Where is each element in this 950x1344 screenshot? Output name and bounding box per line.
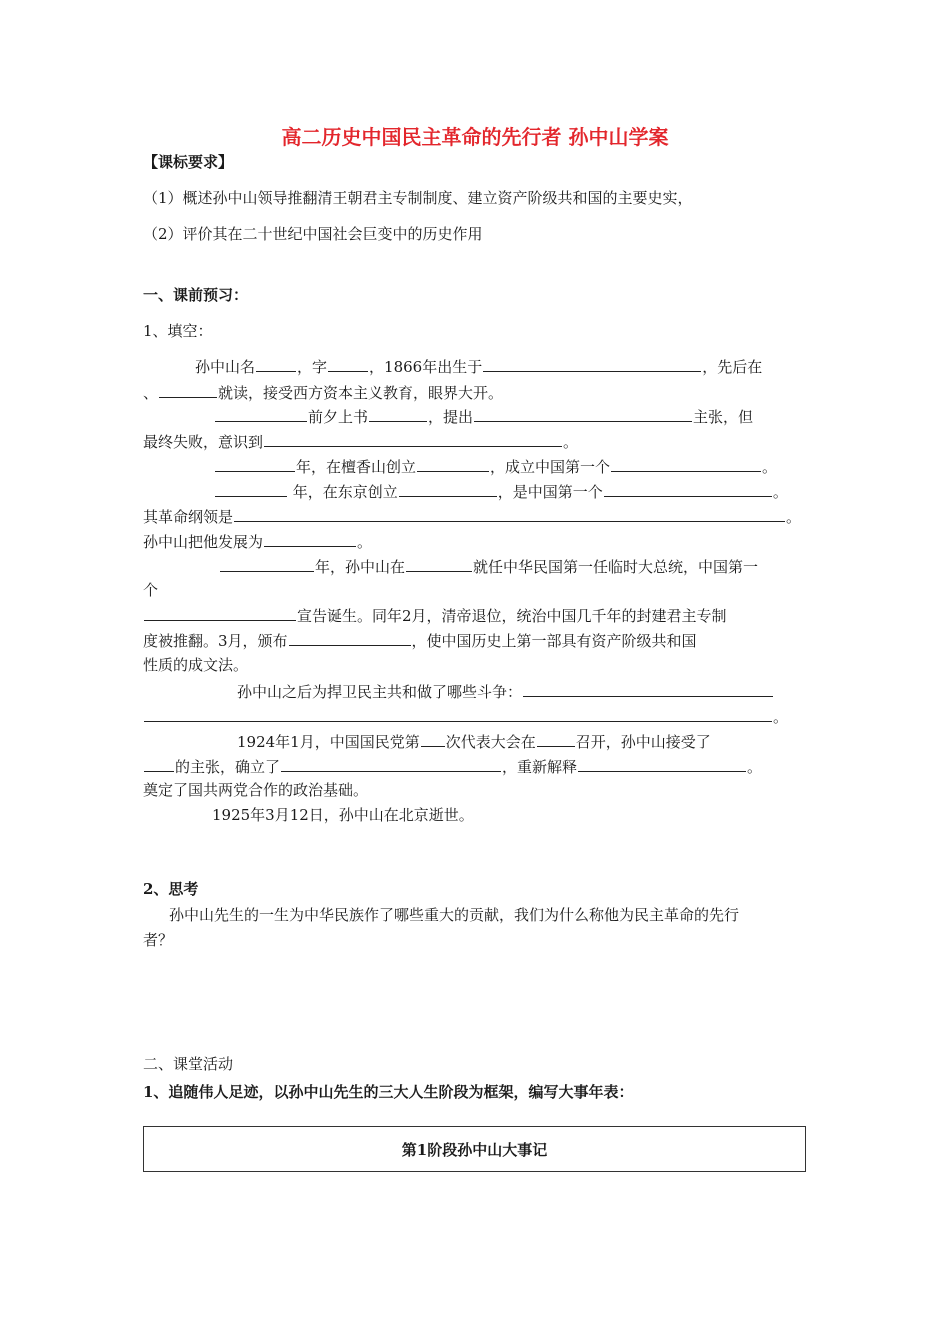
fill-line-3 [214, 406, 753, 427]
activity-task: 1、追随伟人足迹，以孙中山先生的三大人生阶段为框架，编写大事年表： [143, 1083, 634, 1101]
fill-line-8 [143, 531, 372, 552]
text-segment: 年，在东京创立 [292, 483, 398, 501]
blank-year[interactable] [220, 556, 314, 572]
text-segment: 前夕上书 [308, 408, 369, 426]
requirements-heading: 【课标要求】 [143, 153, 234, 171]
blank-proposal[interactable] [474, 406, 692, 422]
fill-line-2 [143, 382, 503, 403]
page-title: 高二历史中国民主革命的先行者 孙中山学案 [281, 125, 669, 149]
text-segment: 孙中山名 [195, 358, 256, 376]
preview-heading: 一、课前预习： [143, 286, 249, 304]
text-segment: 、 [143, 384, 159, 402]
text-segment: 。 [747, 758, 763, 776]
fill-line-9 [219, 556, 758, 577]
text-segment: 。 [357, 533, 373, 551]
text-segment: 召开，孙中山接受了 [575, 733, 711, 751]
blank-party[interactable] [144, 756, 174, 772]
text-segment: ，成立中国第一个 [490, 458, 611, 476]
blank-given-name[interactable] [256, 356, 296, 372]
text-segment: 年，孙中山在 [315, 558, 406, 576]
text-segment: 就读，接受西方资本主义教育，眼界大开。 [218, 384, 504, 402]
blank-doctrine[interactable] [264, 531, 356, 547]
text-segment: 。 [772, 483, 788, 501]
text-segment: 最终失败，意识到 [143, 433, 264, 451]
text-segment: ，是中国第一个 [497, 483, 603, 501]
text-segment: ，提出 [428, 408, 474, 426]
timeline-stage-box [143, 1126, 806, 1172]
blank-birthplace[interactable] [483, 356, 701, 372]
text-segment: 其革命纲领是 [143, 508, 234, 526]
blank-realization[interactable] [264, 431, 562, 447]
blank-year[interactable] [215, 456, 295, 472]
blank-organization[interactable] [399, 481, 497, 497]
blank-struggles-continued[interactable] [144, 706, 772, 722]
fill-line-12 [143, 630, 697, 651]
blank-republic[interactable] [144, 605, 296, 621]
blank-recipient[interactable] [369, 406, 427, 422]
blank-school[interactable] [159, 382, 217, 398]
text-segment: 。 [762, 458, 778, 476]
activity-heading: 二、课堂活动 [143, 1055, 234, 1073]
text-segment: 次代表大会在 [445, 733, 536, 751]
blank-congress-number[interactable] [421, 731, 445, 747]
text-segment: ，1866年出生于 [369, 358, 483, 376]
text-segment: 1924年1月，中国国民党第 [237, 733, 420, 751]
blank-first-group[interactable] [611, 456, 761, 472]
fill-line-13: 性质的成文法。 [143, 656, 249, 674]
blank-first-party[interactable] [604, 481, 772, 497]
blank-year[interactable] [215, 481, 287, 497]
blank-program[interactable] [234, 506, 785, 522]
fill-line-10: 个 [143, 581, 159, 599]
text-segment: 就任中华民国第一任临时大总统，中国第一 [473, 558, 759, 576]
fill-line-5 [214, 456, 777, 477]
fill-line-6 [214, 481, 788, 502]
blank-city[interactable] [406, 556, 472, 572]
fill-line-7 [143, 506, 801, 527]
text-segment: 。 [563, 433, 579, 451]
fill-line-11 [143, 605, 727, 626]
text-segment: 主张，但 [693, 408, 754, 426]
fill-line-14 [237, 681, 774, 702]
fill-heading: 1、填空： [143, 322, 213, 340]
fill-line-17 [143, 756, 762, 777]
text-segment: 。 [773, 708, 789, 726]
think-question-line-1: 孙中山先生的一生为中华民族作了哪些重大的贡献，我们为什么称他为民主革命的先行 [169, 906, 740, 924]
text-segment: 度被推翻。3月，颁布 [143, 632, 288, 650]
think-question-line-2: 者？ [143, 931, 174, 949]
blank-venue[interactable] [537, 731, 575, 747]
think-heading: 2、思考 [143, 880, 199, 898]
fill-line-18: 奠定了国共两党合作的政治基础。 [143, 781, 369, 799]
text-segment: 孙中山之后为捍卫民主共和做了哪些斗争： [237, 683, 523, 701]
fill-line-4 [143, 431, 578, 452]
requirement-item-2: （2）评价其在二十世纪中国社会巨变中的历史作用 [143, 225, 483, 243]
text-segment: 孙中山把他发展为 [143, 533, 264, 551]
blank-struggles[interactable] [523, 681, 773, 697]
fill-line-19: 1925年3月12日，孙中山在北京逝世。 [212, 806, 474, 824]
text-segment: 年，在檀香山创立 [296, 458, 417, 476]
blank-courtesy-name[interactable] [328, 356, 368, 372]
timeline-stage-label: 第1阶段孙中山大事记 [401, 1140, 548, 1159]
fill-line-16 [237, 731, 711, 752]
fill-line-15 [143, 706, 788, 727]
text-segment: ，使中国历史上第一部具有资产阶级共和国 [411, 632, 697, 650]
blank-policies[interactable] [281, 756, 501, 772]
text-segment: 的主张，确立了 [175, 758, 281, 776]
blank-reinterpreted[interactable] [578, 756, 746, 772]
text-segment: ，先后在 [702, 358, 763, 376]
text-segment: ，字 [297, 358, 328, 376]
blank-event[interactable] [215, 406, 307, 422]
requirement-item-1: （1）概述孙中山领导推翻清王朝君主专制制度、建立资产阶级共和国的主要史实， [143, 189, 693, 207]
text-segment: 宣告诞生。同年2月，清帝退位，统治中国几千年的封建君主专制 [297, 607, 727, 625]
blank-constitution[interactable] [289, 630, 411, 646]
blank-organization[interactable] [417, 456, 489, 472]
fill-line-1 [195, 356, 762, 377]
text-segment: ，重新解释 [502, 758, 578, 776]
text-segment: 。 [786, 508, 802, 526]
